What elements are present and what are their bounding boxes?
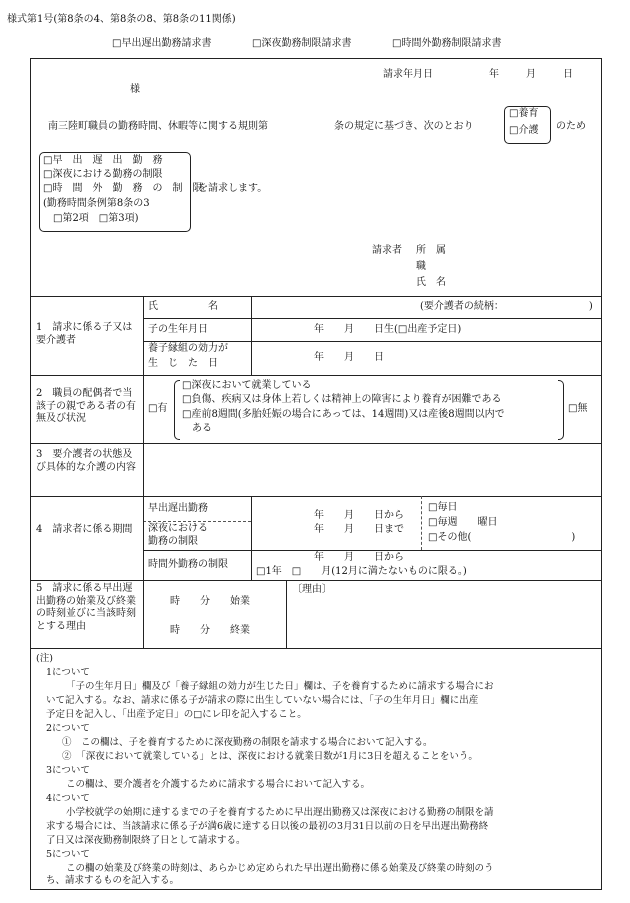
sec4-daily[interactable]: □毎日 xyxy=(428,502,458,513)
position-label: 職 xyxy=(416,261,426,272)
sec3-label: 3 要介護者の状態及び具体的な介護の内容 xyxy=(36,449,136,473)
sec5-reason[interactable]: 〔理由〕 xyxy=(292,584,332,595)
date-year: 年 xyxy=(489,69,499,80)
sec4-night-label-1: 深夜における xyxy=(148,523,208,534)
date-day: 日 xyxy=(563,69,573,80)
title-night-limit[interactable]: □深夜勤務制限請求書 xyxy=(252,38,352,49)
note-line: 「子の生年月日」欄及び「養子縁組の効力が生じた日」欄は、子を養育するために請求する場合にお xyxy=(66,681,494,692)
sec2-yes[interactable]: □有 xyxy=(148,403,168,414)
sec2-item-disability[interactable]: □負傷、疾病又は身体上若しくは精神上の障害により養育が困難である xyxy=(182,394,502,405)
sec2-item-maternity[interactable]: □産前8週間(多胎妊娠の場合にあっては、14週間)又は産後8週間以内で xyxy=(182,409,505,420)
note-line: ち、請求するものを記入する。 xyxy=(46,875,180,886)
sec4-ot-term[interactable]: □1年 □ 月(12月に満たないものに限る。) xyxy=(256,566,467,577)
sec4-label: 4 請求者に係る期間 xyxy=(36,524,133,535)
req-paragraph-choice[interactable]: □第2項 □第3項) xyxy=(43,213,139,224)
note-line: ② 「深夜において就業している」とは、深夜における就業日数が1月に3日を超えることをいう。 xyxy=(62,751,478,762)
title-early-late[interactable]: □早出遅出勤務請求書 xyxy=(112,38,212,49)
sec4-ot-from[interactable]: 年 月 日から xyxy=(314,552,404,563)
note-line: 小学校就学の始期に達するまでの子を養育するために早出遅出勤務又は深夜における勤務の制限を請 xyxy=(66,807,494,818)
sec2-label: 2 職員の配偶者で当該子の親である者の有無及び状況 xyxy=(36,388,136,424)
req-night-limit[interactable]: □深夜における勤務の制限 xyxy=(43,169,163,180)
rule-text-2: 条の規定に基づき、次のとおり xyxy=(334,121,474,132)
sec5-end[interactable]: 時 分 終業 xyxy=(170,625,250,636)
req-overtime-limit[interactable]: □時 間 外 勤 務 の 制 限 xyxy=(43,183,203,194)
sec4-to[interactable]: 年 月 日まで xyxy=(314,524,404,535)
note-line: 4について xyxy=(46,793,90,804)
sec2-bracket-left xyxy=(174,380,180,440)
sec2-item-maternity-cont: ある xyxy=(182,423,212,434)
sec1-adopt-value[interactable]: 年 月 日 xyxy=(314,352,384,363)
choice-nursing[interactable]: □介護 xyxy=(509,125,539,136)
rule-text-1: 南三陸町職員の勤務時間、休暇等に関する規則第 xyxy=(48,121,268,132)
for-purpose: のため xyxy=(556,121,586,132)
sec1-adopt-label-1: 養子縁組の効力が xyxy=(148,343,228,354)
sec5-label: 5 請求に係る早出遅出勤務の始業及び終業の時刻並びに当該時刻とする理由 xyxy=(36,583,136,632)
sec4-overtime-label: 時間外勤務の制限 xyxy=(148,559,228,570)
sec1-label: 1 請求に係る子又は要介護者 xyxy=(36,322,133,346)
sec1-birth-label: 子の生年月日 xyxy=(148,324,208,335)
sec2-item-night[interactable]: □深夜において就業している xyxy=(182,380,312,391)
note-line: 求する場合には、当該請求に係る子が満6歳に達する日以後の最初の3月31日以前の日を早出遅出勤務終 xyxy=(46,821,489,832)
sec4-weekly[interactable]: □毎週 曜日 xyxy=(428,517,498,528)
sec5-start[interactable]: 時 分 始業 xyxy=(170,596,250,607)
note-line: 予定日を記入し、「出産予定日」の□にレ印を記入すること。 xyxy=(46,709,307,720)
note-line: この欄の始業及び終業の時刻は、あらかじめ定められた早出遅出勤務に係る始業及び終業の時刻のう xyxy=(66,863,494,874)
date-month: 月 xyxy=(526,69,536,80)
name-label: 氏 名 xyxy=(416,277,446,288)
affiliation-label: 所 属 xyxy=(416,245,446,256)
sec2-bracket-right xyxy=(558,380,564,440)
sec4-from[interactable]: 年 月 日から xyxy=(314,510,404,521)
requester-label: 請求者 xyxy=(372,245,402,256)
note-line: 了日又は深夜勤務制限終了日として請求する。 xyxy=(46,835,246,846)
form-number: 様式第1号(第8条の4、第8条の8、第8条の11関係) xyxy=(7,14,236,25)
sec4-early-label: 早出遅出勤務 xyxy=(148,503,208,514)
sec1-name-label: 氏 名 xyxy=(148,301,218,312)
note-line: この欄は、要介護者を介護するために請求する場合において記入する。 xyxy=(66,779,371,790)
req-early-late[interactable]: □早 出 遅 出 勤 務 xyxy=(43,155,163,166)
sec4-other[interactable]: □その他( ) xyxy=(428,532,576,543)
note-line: いて記入する。なお、請求に係る子が請求の際に出生していない場合には、「子の生年月日」欄に出産 xyxy=(46,695,479,706)
req-ordinance: (勤務時間条例第8条の3 xyxy=(43,198,150,209)
title-overtime-limit[interactable]: □時間外勤務制限請求書 xyxy=(392,38,502,49)
addressee: 様 xyxy=(130,84,140,95)
note-line: 1について xyxy=(46,667,90,678)
sec4-night-label-2: 勤務の制限 xyxy=(148,536,198,547)
sec1-relation[interactable]: (要介護者の続柄： ) xyxy=(420,301,593,312)
note-line: 2について xyxy=(46,723,90,734)
choice-care[interactable]: □養育 xyxy=(509,108,539,119)
note-line: 5について xyxy=(46,849,90,860)
sec1-adopt-label-2: 生 じ た 日 xyxy=(148,358,218,369)
sec1-birth-value[interactable]: 年 月 日生(□出産予定日) xyxy=(314,324,462,335)
notes-head: (注) xyxy=(36,653,53,664)
note-line: ① この欄は、子を養育するために深夜勤務の制限を請求する場合において記入する。 xyxy=(62,737,433,748)
request-date-label: 請求年月日 xyxy=(383,69,433,80)
sec2-no[interactable]: □無 xyxy=(568,403,588,414)
note-line: 3について xyxy=(46,765,90,776)
request-text: を請求します。 xyxy=(198,183,268,194)
